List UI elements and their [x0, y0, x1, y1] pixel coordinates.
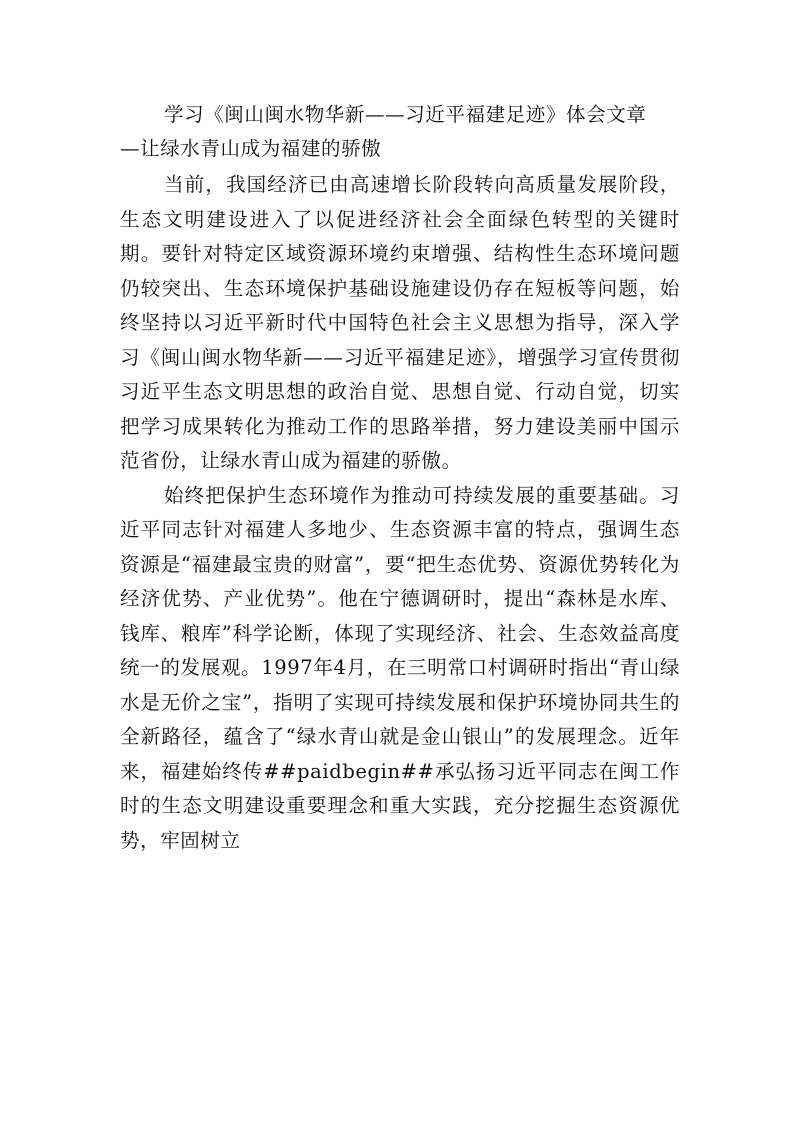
title-line-1: 学习《闽山闽水物华新——习近平福建足迹》体会文章: [164, 103, 647, 126]
document-body: [120, 98, 680, 858]
title-line-2: —让绿水青山成为福建的骄傲: [120, 137, 382, 160]
paragraph-1: 当前，我国经济已由高速增长阶段转向高质量发展阶段，生态文明建设进入了以促进经济社会全面绿色转型的关键时期。要针对特定区域资源环境约束增强、结构性生态环境问题仍较突出、生态环境保护基础设施建设仍存在短板等问题，始终坚持以习近平新时代中国特色社会主义思想为指导，深入学习《闽山闽水物华新——习近平福建足迹》，增强学习宣传贯彻习近平生态文明思想的政治自觉、思想自觉、行动自觉，切实把学习成果转化为推动工作的思路举措，努力建设美丽中国示范省份，让绿水青山成为福建的骄傲。: [120, 173, 680, 472]
paragraph-2: 始终把保护生态环境作为推动可持续发展的重要基础。习近平同志针对福建人多地少、生态资源丰富的特点，强调生态资源是“福建最宝贵的财富”，要“把生态优势、资源优势转化为经济优势、产业优势”。他在宁德调研时，提出“森林是水库、钱库、粮库”科学论断，体现了实现经济、社会、生态效益高度统一的发展观。1997年4月，在三明常口村调研时指出“青山绿水是无价之宝”，指明了实现可持续发展和保护环境协同共生的全新路径，蕴含了“绿水青山就是金山银山”的发展理念。近年来，福建始终传##paidbegin##承弘扬习近平同志在闽工作时的生态文明建设重要理念和重大实践，充分挖掘生态资源优势，牢固树立: [120, 483, 680, 852]
